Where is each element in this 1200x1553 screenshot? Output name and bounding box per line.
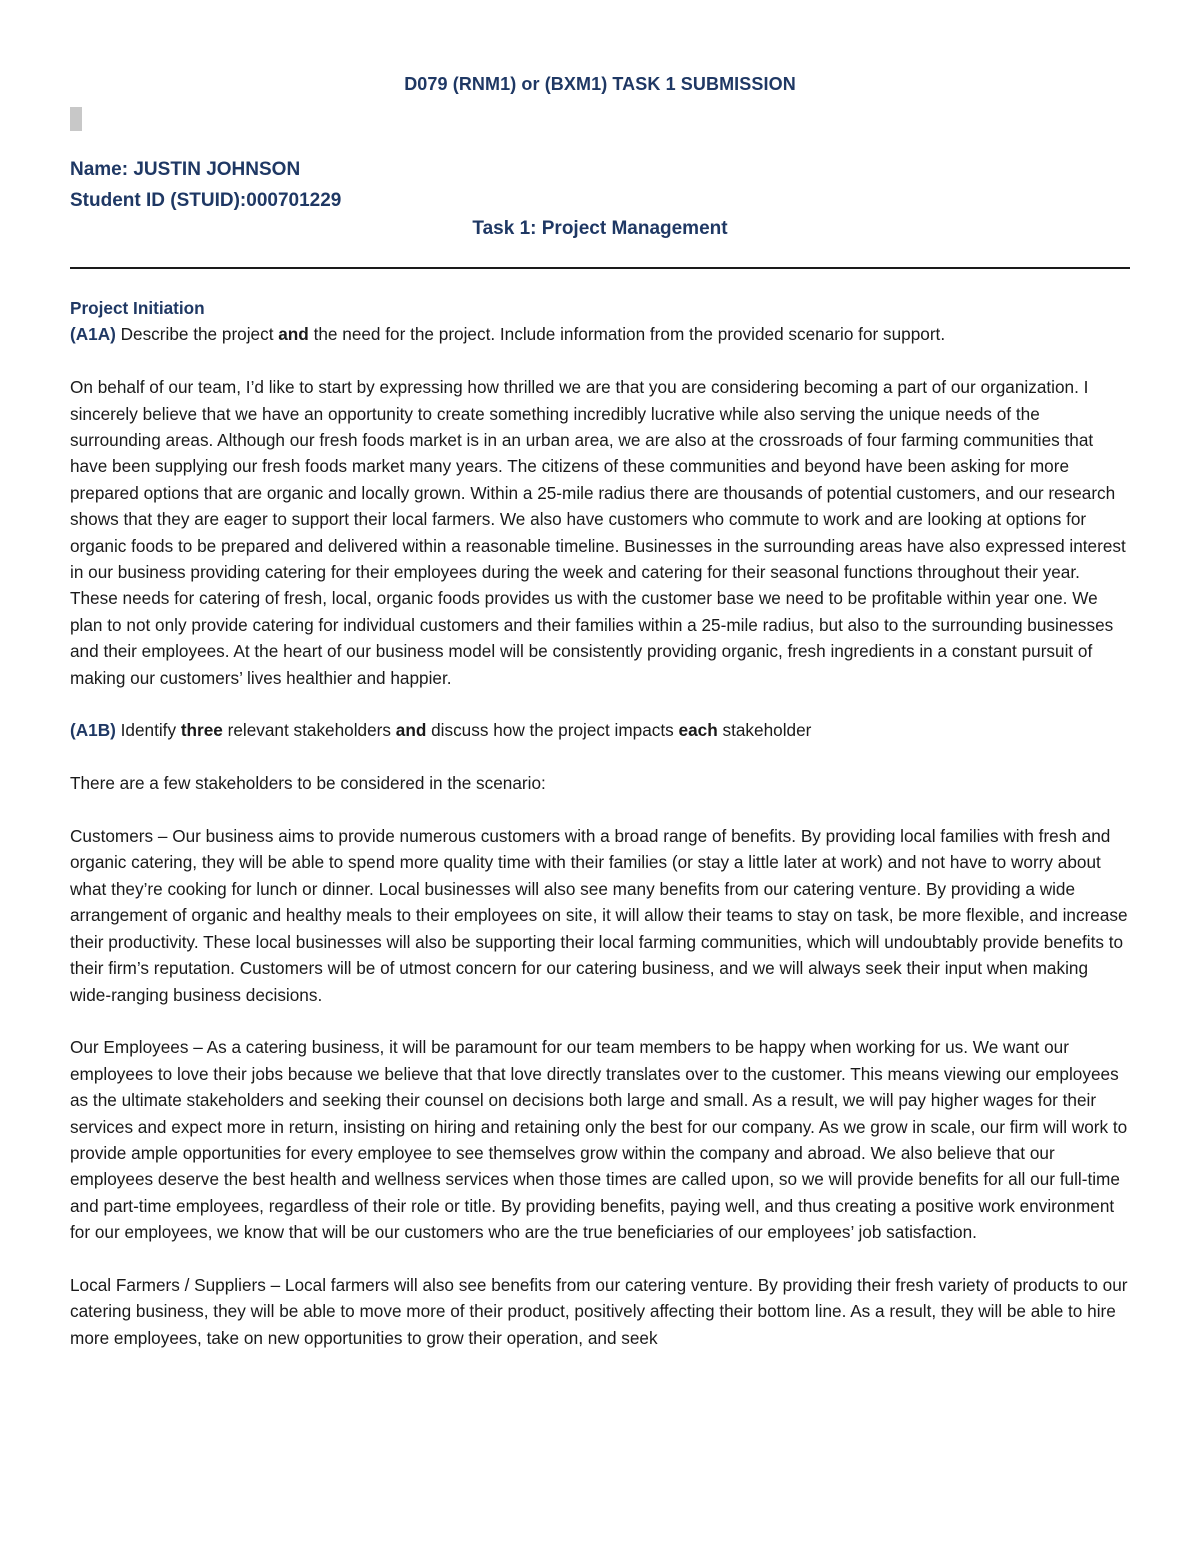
- a1b-code: (A1B): [70, 720, 116, 741]
- paragraph-gap: [70, 797, 1132, 823]
- paragraph-gap: [70, 691, 1132, 717]
- paragraph-gap: [70, 744, 1132, 770]
- a1a-code: (A1A): [70, 324, 116, 345]
- stakeholder-customers: Customers – Our business aims to provide numerous customers with a broad range of benefits. By providing local families with fresh and organic catering, they will be able to spend more quality time with their families (or stay a little later at work) and not have to worry about what they’re cooking for lunch or dinner. Local businesses will also see many benefits from our catering venture. By providing a wide arrangement of organic and healthy meals to their employees on site, it will allow their teams to stay on task, be more flexible, and increase their productivity. These local businesses will also be supporting their local farming communities, which will undoubtably provide benefits to their firm’s reputation. Customers will be of utmost concern for our catering business, and we will always seek their input when making wide-ranging business decisions.: [70, 826, 1128, 1005]
- document-title: D079 (RNM1) or (BXM1) TASK 1 SUBMISSION: [404, 74, 796, 94]
- document-body: [70, 295, 1132, 1351]
- paragraph-gap: [70, 348, 1132, 374]
- a1b-prompt-three: three: [180, 720, 223, 741]
- student-id: Student ID (STUID):000701229: [70, 190, 342, 211]
- a1a-prompt: [70, 321, 1132, 347]
- a1b-prompt: [70, 717, 1132, 743]
- a1b-prompt-text-4: stakeholder: [717, 720, 812, 741]
- a1a-prompt-text-1: Describe the project: [115, 324, 279, 345]
- student-name: Name: JUSTIN JOHNSON: [70, 159, 301, 180]
- a1a-prompt-and: and: [278, 324, 309, 345]
- section-heading: Project Initiation: [70, 298, 205, 318]
- a1a-answer: On behalf of our team, I’d like to start by expressing how thrilled we are that you are considering becoming a part of our organization. I sincerely believe that we have an opportunity to create something incredibly lucrative while also serving the unique needs of the surrounding areas. Although our fresh foods market is in an urban area, we are also at the crossroads of four farming communities that have been supplying our fresh foods market many years. The citizens of these communities and beyond have been asking for more prepared options that are organic and locally grown. Within a 25-mile radius there are thousands of potential customers, and our research shows that they are eager to support their local farmers. We also have customers who commute to work and are looking at options for organic foods to be prepared and delivered within a reasonable timeline. Businesses in the surrounding areas have also expressed interest in our business providing catering for their employees during the week and catering for their seasonal functions throughout their year. These needs for catering of fresh, local, organic foods provides us with the customer base we need to be profitable within year one. We plan to not only provide catering for individual customers and their families within a 25-mile radius, but also to the surrounding businesses and their employees. At the heart of our business model will be consistently providing organic, fresh ingredients in a constant pursuit of making our customers’ lives healthier and happier.: [70, 377, 1126, 688]
- paragraph-gap: [70, 1246, 1132, 1272]
- a1b-prompt-each: each: [678, 720, 718, 741]
- horizontal-rule: [70, 267, 1130, 269]
- a1b-prompt-text-2: relevant stakeholders: [222, 720, 396, 741]
- edit-marker: [70, 107, 82, 131]
- stakeholder-employees: Our Employees – As a catering business, it will be paramount for our team members to be happy when working for us. We want our employees to love their jobs because we believe that that love directly translates over to the customer. This means viewing our employees as the ultimate stakeholders and seeking their counsel on decisions both large and small. As a result, we will pay higher wages for their services and expect more in return, insisting on hiring and retaining only the best for our company. As we grow in scale, our firm will work to provide ample opportunities for every employee to see themselves grow within the company and abroad. We also believe that our employees deserve the best health and wellness services when those times are called upon, so we will provide benefits for all our full-time and part-time employees, regardless of their role or title. By providing benefits, paying well, and thus creating a positive work environment for our employees, we know that will be our customers who are the true beneficiaries of our employees’ job satisfaction.: [70, 1037, 1128, 1243]
- a1a-prompt-text-2: the need for the project. Include information from the provided scenario for support.: [308, 324, 946, 345]
- task-title: Task 1: Project Management: [472, 218, 728, 239]
- a1b-prompt-text-3: discuss how the project impacts: [426, 720, 679, 741]
- a1b-prompt-text-1: Identify: [115, 720, 181, 741]
- paragraph-gap: [70, 1008, 1132, 1034]
- a1b-prompt-and: and: [395, 720, 427, 741]
- stakeholder-farmers: Local Farmers / Suppliers – Local farmers will also see benefits from our catering venture. By providing their fresh variety of products to our catering business, they will be able to move more of their product, positively affecting their bottom line. As a result, they will be able to hire more employees, take on new opportunities to grow their operation, and seek: [70, 1274, 1128, 1348]
- a1b-intro: There are a few stakeholders to be considered in the scenario:: [70, 773, 546, 794]
